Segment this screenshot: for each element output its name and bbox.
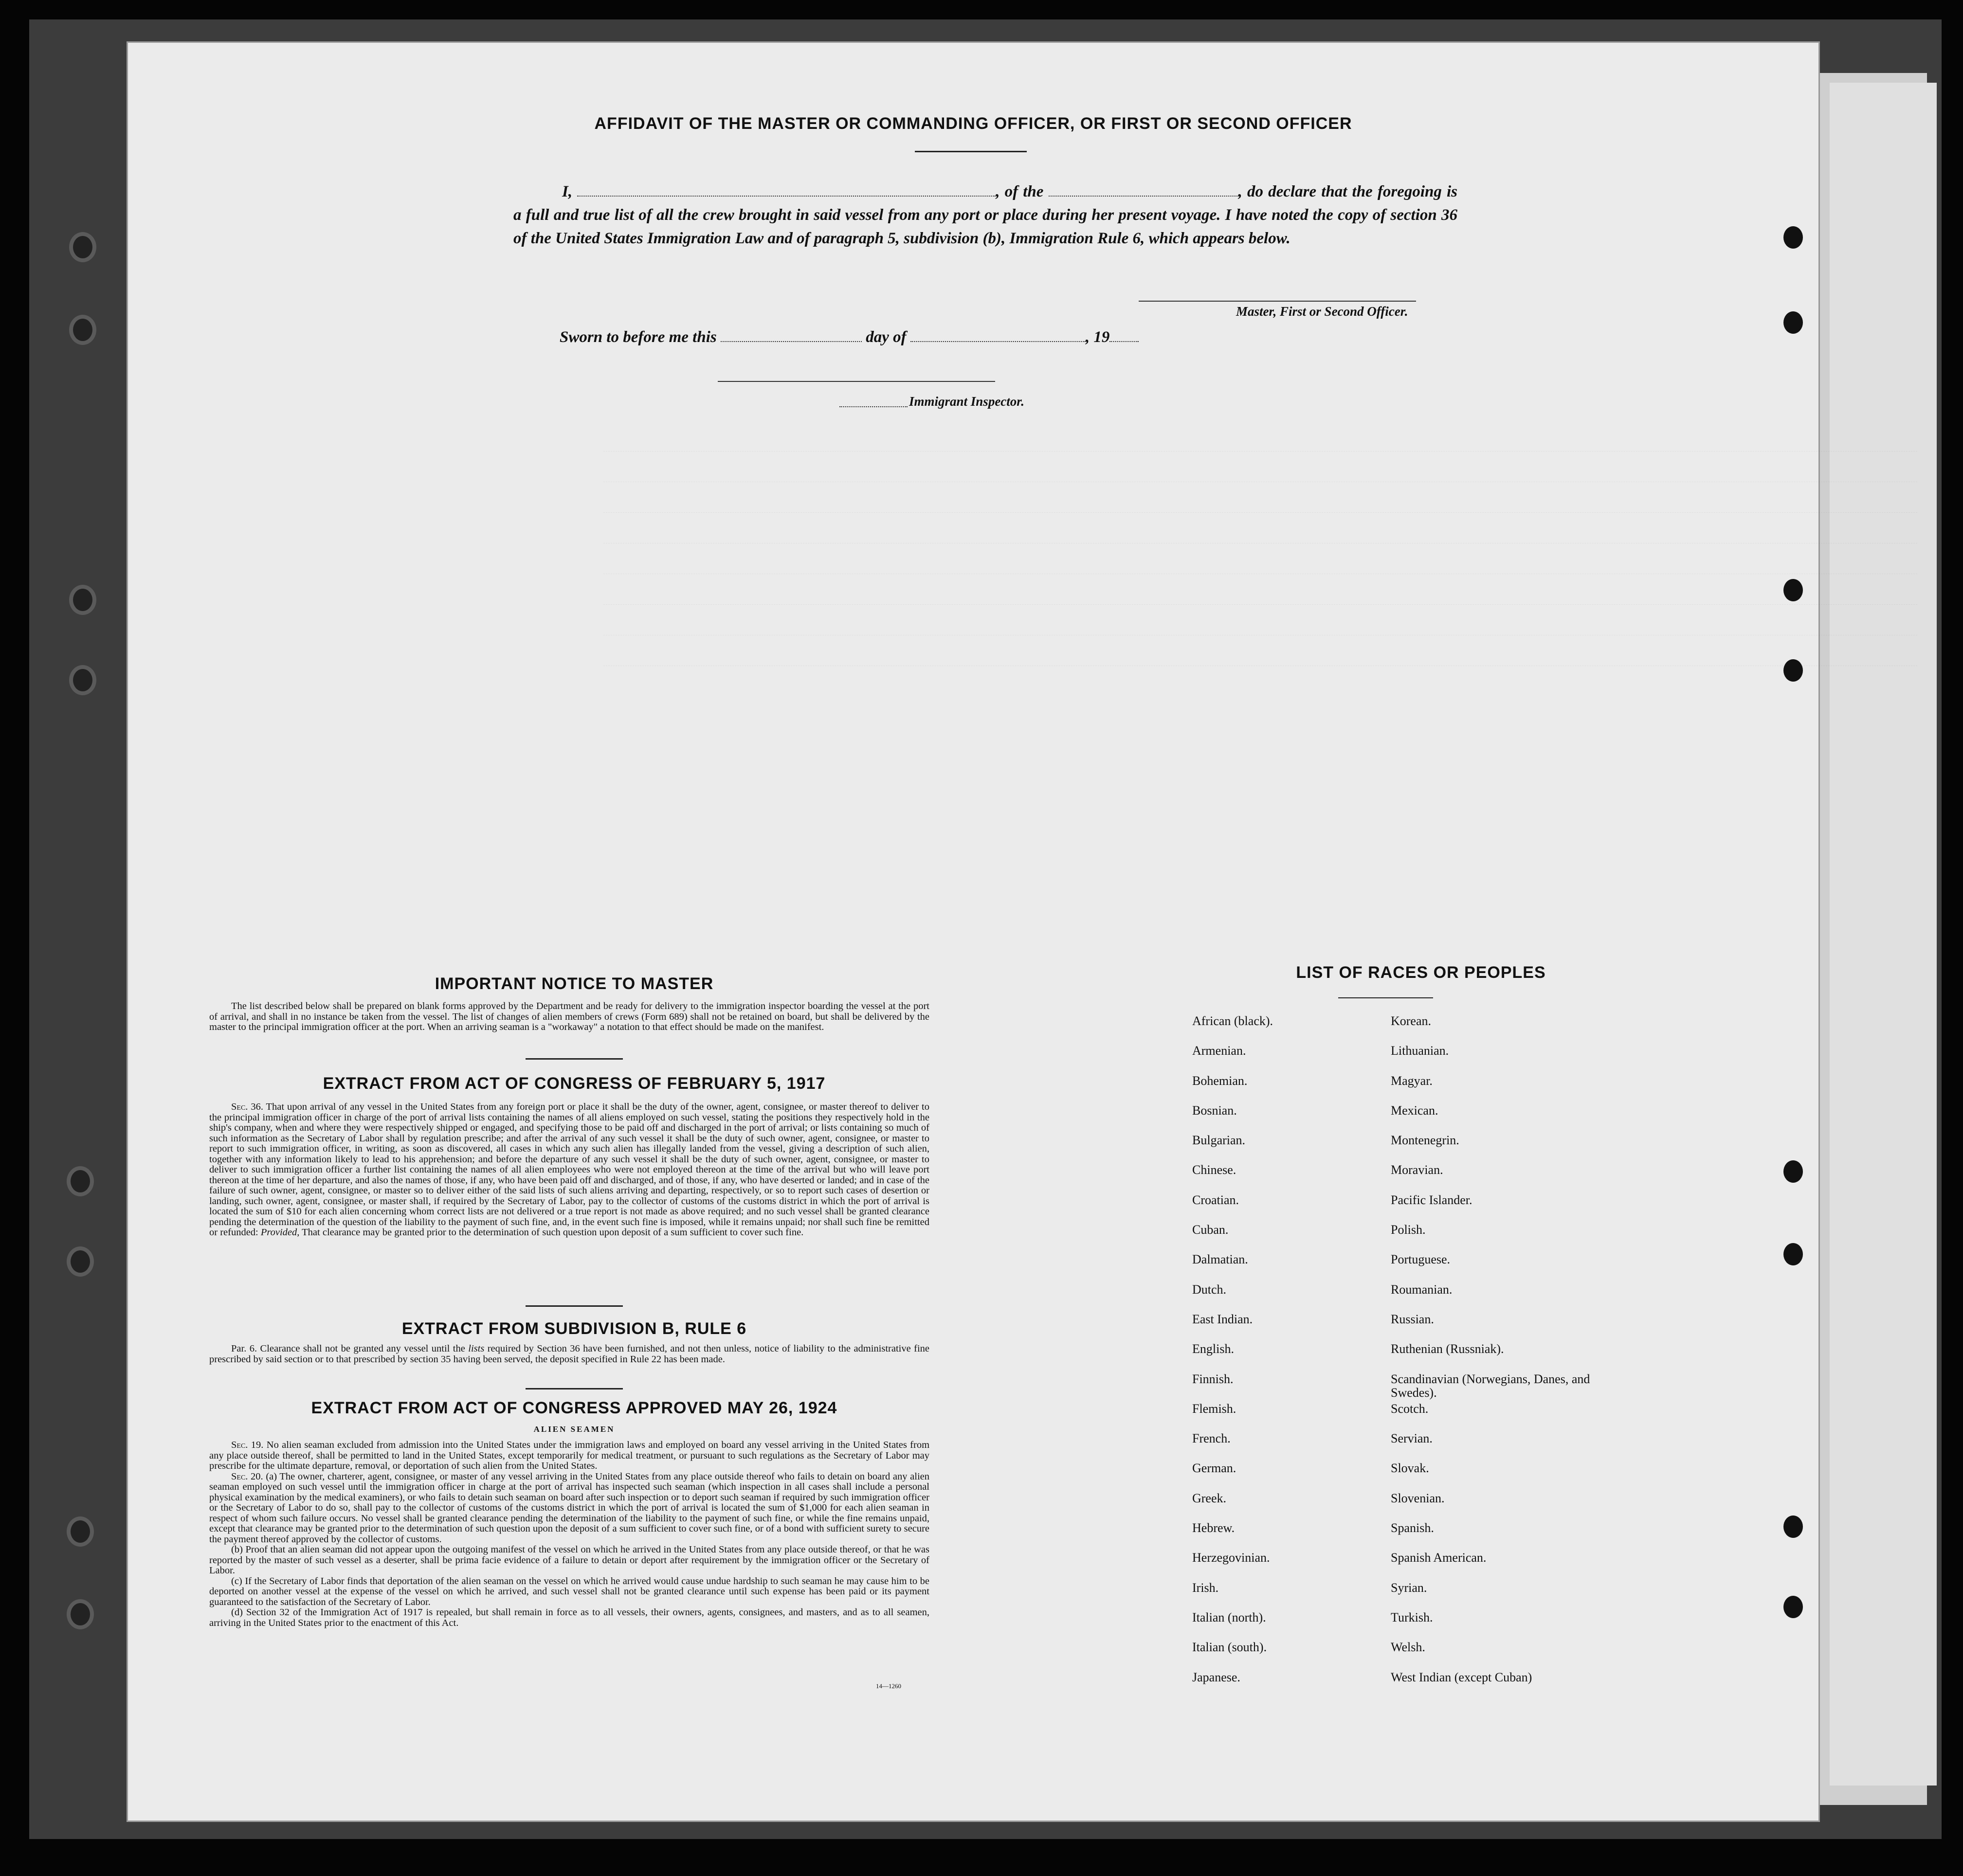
day-of-label: day of — [866, 328, 907, 346]
binder-hole — [73, 669, 92, 691]
race-item: German. — [1192, 1461, 1236, 1476]
race-item: Turkish. — [1391, 1610, 1433, 1624]
name-blank[interactable] — [577, 183, 996, 197]
race-item: Pacific Islander. — [1391, 1192, 1472, 1207]
race-item: Moravian. — [1391, 1163, 1443, 1177]
race-item: Italian (north). — [1192, 1610, 1266, 1624]
race-item: Russian. — [1391, 1312, 1434, 1326]
act-1917-text — [209, 1102, 929, 1238]
binder-hole — [1783, 579, 1803, 601]
race-item: Syrian. — [1391, 1580, 1427, 1595]
month-blank[interactable] — [910, 328, 1086, 342]
section-20-label: Sec. 20. — [231, 1471, 263, 1482]
race-item: Italian (south). — [1192, 1640, 1267, 1655]
alien-seamen-subtitle: ALIEN SEAMEN — [533, 1425, 615, 1434]
binder-hole — [71, 1603, 90, 1625]
race-item: Croatian. — [1192, 1192, 1239, 1207]
section-20d-text: (d) Section 32 of the Immigration Act of 1917 is repealed, but shall remain in force as to all vessels, their owners, agents, consignees, and masters, and as to all seamen, arriving in the United States prior to the enactment of this Act. — [209, 1607, 929, 1628]
divider — [526, 1058, 623, 1060]
notice-paragraph: The list described below shall be prepared on blank forms approved by the Department and be ready for delivery to the immigration inspector boarding the vessel at the port of arrival, and shall in no instance be taken from the vessel. The list of changes of alien members of crews (Form 689) shall not be retained on board, but shall be delivered by the master to the principal immigration officer at the port. When an arriving seaman is a "workaway" a notation to that effect should be made on the manifest. — [209, 1001, 929, 1032]
races-right-column — [1391, 1014, 1610, 1700]
race-item: French. — [1192, 1431, 1231, 1446]
race-item: East Indian. — [1192, 1312, 1253, 1326]
rule-6-title: EXTRACT FROM SUBDIVISION B, RULE 6 — [401, 1319, 747, 1338]
sworn-label: Sworn to before me this — [560, 328, 717, 346]
day-blank[interactable] — [721, 328, 862, 342]
divider — [1338, 997, 1433, 998]
race-item: Chinese. — [1192, 1163, 1236, 1177]
act-1924-title: EXTRACT FROM ACT OF CONGRESS APPROVED MAY 26, 1924 — [311, 1399, 837, 1417]
race-item: Scotch. — [1391, 1401, 1429, 1416]
affidavit-i: I, — [562, 183, 573, 200]
race-item: Ruthenian (Russniak). — [1391, 1342, 1504, 1356]
section-19-label: Sec. 19. — [231, 1440, 264, 1450]
rule-6-text-a: Par. 6. Clearance shall not be granted any vessel until the — [231, 1343, 465, 1354]
race-item: Bulgarian. — [1192, 1133, 1246, 1148]
race-item: Lithuanian. — [1391, 1044, 1449, 1058]
signature-label: Master, First or Second Officer. — [1236, 304, 1408, 319]
affidavit-body: that the foregoing is a full and true list of all the crew brought in said vessel from any port or place during her present voyage. I have noted the copy of section 36 of the United States Immigration Law and of paragraph 5, subdivision (b), Immigration Rule 6, which appears below. — [513, 183, 1457, 247]
affidavit-title: AFFIDAVIT OF THE MASTER OR COMMANDING OFFICER, OR FIRST OR SECOND OFFICER — [594, 114, 1352, 133]
races-title: LIST OF RACES OR PEOPLES — [1296, 963, 1546, 982]
race-item: Spanish. — [1391, 1521, 1434, 1535]
section-36-text: That upon arrival of any vessel in the United States from any foreign port or place it shall be the duty of the owner, agent, consignee, or master thereof to deliver to the principal immigration officer in charge of the port of arrival lists containing the names of all aliens employed on such vessel, stating the positions they respectively hold in the ship's company, when and where they were respectively shipped or engaged, and specifying those to be paid off and discharged in the port of arrival; or lists containing so much of such information as the Secretary of Labor shall by regulation prescribe; and after the arrival of any such vessel it shall be the duty of such owner, agent, consignee, or master to report to such immigration officer, in writing, as soon as discovered, all cases in which any such alien has illegally landed from the vessel, giving a description of such alien, together with any information likely to lead to his apprehension; and before the departure of any such vessel it shall be the duty of such owner, agent, consignee, or master to deliver to such immigration officer a further list containing the names of all alien employees who were not employed thereon at the time of the arrival but who will leave port thereon at the time of her departure, and also the names of those, if any, who have been paid off and discharged, and of those, if any, who have deserted or landed; and in case of the failure of such owner, agent, consignee, or master so to deliver either of the said lists of such aliens arriving and departing, respectively, or so to report such cases of desertion or landing, such owner, agent, consignee, or master shall, if required by the Secretary of Labor, pay to the collector of customs of the customs district in which the port of arrival is located the sum of $10 for each alien concerning whom correct lists are not delivered or a true report is not made as above required; and no such vessel shall be granted clearance pending the determination of the question of the liability to the payment of such fine, and, in the event such fine is imposed, while it remains unpaid; nor shall such fine be remitted or refunded: — [209, 1101, 929, 1238]
race-item: Portuguese. — [1391, 1252, 1451, 1267]
race-item: Slovak. — [1391, 1461, 1429, 1476]
race-item: Dutch. — [1192, 1282, 1227, 1297]
section-20a-text: (a) The owner, charterer, agent, consignee, or master of any vessel arriving in the United States from any place outside thereof who fails to detain on board any alien seaman employed on such vessel until the immigration officer in charge at the port of arrival has inspected such seaman (which inspection in all cases shall include a personal physical examination by the medical examiners), or who fails to detain such seaman on board after such inspection or to deport such seaman if required by such immigration officer or the Secretary of Labor to do so, shall pay to the collector of customs of the customs district in which the port of arrival is located the sum of $1,000 for each alien seaman in respect of whom such failure occurs. No vessel shall be granted clearance pending the determination of the liability to the payment of such fine, or while the fine remains unpaid, except that clearance may be granted prior to the determination of such question upon the deposit of a sum sufficient to cover such fine, or of a bond with sufficient surety to secure the payment thereof approved by the collector of customs. — [209, 1471, 930, 1545]
form-code: 14—1260 — [876, 1682, 901, 1690]
section-20c-text: (c) If the Secretary of Labor finds that deportation of the alien seaman on the vessel on which he arrived would cause undue hardship to such seaman he may cause him to be deported on another vessel at the expense of the vessel on which he arrived, and such vessel shall not be granted clearance until such expense has been paid or its payment guaranteed to the satisfaction of the Secretary of Labor. — [209, 1575, 929, 1607]
notice-title: IMPORTANT NOTICE TO MASTER — [435, 974, 714, 993]
race-item: Montenegrin. — [1391, 1133, 1459, 1148]
race-item: Polish. — [1391, 1223, 1426, 1237]
binder-hole — [73, 319, 92, 341]
race-item: Slovenian. — [1391, 1491, 1445, 1505]
race-item: Dalmatian. — [1192, 1252, 1248, 1267]
race-item: Cuban. — [1192, 1223, 1229, 1237]
notice-text — [209, 1001, 929, 1033]
binder-hole — [1783, 1515, 1803, 1538]
section-36-end: That clearance may be granted prior to the determination of such question upon deposit of a sum sufficient to cover such fine. — [302, 1227, 804, 1238]
vessel-blank[interactable] — [1049, 183, 1238, 197]
provided-label: Provided, — [260, 1227, 300, 1238]
race-item: English. — [1192, 1342, 1234, 1356]
act-1917-title: EXTRACT FROM ACT OF CONGRESS OF FEBRUARY 5, 1917 — [323, 1074, 826, 1093]
race-item: Japanese. — [1192, 1670, 1240, 1684]
binder-hole — [1783, 1596, 1803, 1618]
binder-hole — [1783, 659, 1803, 682]
affidavit-do-declare: , do declare — [1238, 183, 1317, 200]
inspector-initial-line[interactable] — [839, 406, 908, 407]
binder-hole — [71, 1250, 90, 1273]
inspector-label: Immigrant Inspector. — [909, 394, 1025, 409]
rule-6-text — [209, 1344, 929, 1365]
race-item: Greek. — [1192, 1491, 1227, 1505]
race-item: Hebrew. — [1192, 1521, 1235, 1535]
section-label: Sec. 36. — [231, 1101, 263, 1112]
year-blank[interactable] — [1109, 328, 1139, 342]
lists-label: lists — [468, 1343, 485, 1354]
binder-hole — [1783, 1243, 1803, 1265]
race-item: Roumanian. — [1391, 1282, 1453, 1297]
binder-hole — [73, 236, 92, 258]
race-item: Irish. — [1192, 1580, 1219, 1595]
affidavit-declaration — [513, 180, 1457, 250]
race-item: Herzegovinian. — [1192, 1551, 1270, 1565]
sworn-statement — [560, 328, 1139, 346]
race-item: Welsh. — [1391, 1640, 1425, 1655]
divider — [526, 1305, 623, 1307]
race-item: Scandinavian (Norwegians, Danes, and Swedes). — [1391, 1371, 1590, 1400]
race-item: Bohemian. — [1192, 1073, 1248, 1088]
signature-line[interactable] — [1139, 301, 1416, 302]
binder-hole — [1783, 1160, 1803, 1183]
rule-6-text-b: required by Section 36 have been furnished, and not then unless, notice of liability to the administrative fine prescribed by said section or to that prescribed by section 35 having been served, the deposit specified in Rule 22 has been made. — [209, 1343, 930, 1365]
year-label: , 19 — [1085, 328, 1110, 346]
binder-hole — [1783, 226, 1803, 249]
binder-hole — [71, 1520, 90, 1543]
race-item: Spanish American. — [1391, 1551, 1487, 1565]
race-item: African (black). — [1192, 1014, 1273, 1028]
inspector-signature-line[interactable] — [718, 381, 995, 382]
race-item: West Indian (except Cuban) — [1391, 1670, 1532, 1684]
race-item: Mexican. — [1391, 1103, 1438, 1118]
race-item: Flemish. — [1192, 1401, 1236, 1416]
race-item: Finnish. — [1192, 1371, 1234, 1386]
race-item: Bosnian. — [1192, 1103, 1237, 1118]
section-19-text: No alien seaman excluded from admission into the United States under the immigration laws and employed on board any vessel arriving in the United States from any place outside thereof, shall be permitted to land in the United States, except temporarily for medical treatment, or pursuant to such regulations as the Secretary of Labor may prescribe for the ultimate departure, removal, or deportation of such alien from the United States. — [209, 1440, 930, 1471]
race-item: Armenian. — [1192, 1044, 1246, 1058]
race-item: Korean. — [1391, 1014, 1432, 1028]
binder-hole — [71, 1170, 90, 1192]
binder-hole — [1783, 311, 1803, 334]
title-divider — [915, 151, 1027, 152]
race-item: Magyar. — [1391, 1073, 1433, 1088]
divider — [526, 1388, 623, 1389]
affidavit-of-the: , of the — [996, 183, 1044, 200]
binder-hole — [73, 589, 92, 611]
act-1924-text — [209, 1440, 929, 1628]
race-item: Servian. — [1391, 1431, 1433, 1446]
section-20b-text: (b) Proof that an alien seaman did not appear upon the outgoing manifest of the vessel on which he arrived in the United States from any place outside thereof, or that he was reported by the master of such vessel as a deserter, shall be prima facie evidence of a failure to detain or deport after requirement by the immigration officer or the Secretary of Labor. — [209, 1544, 929, 1576]
